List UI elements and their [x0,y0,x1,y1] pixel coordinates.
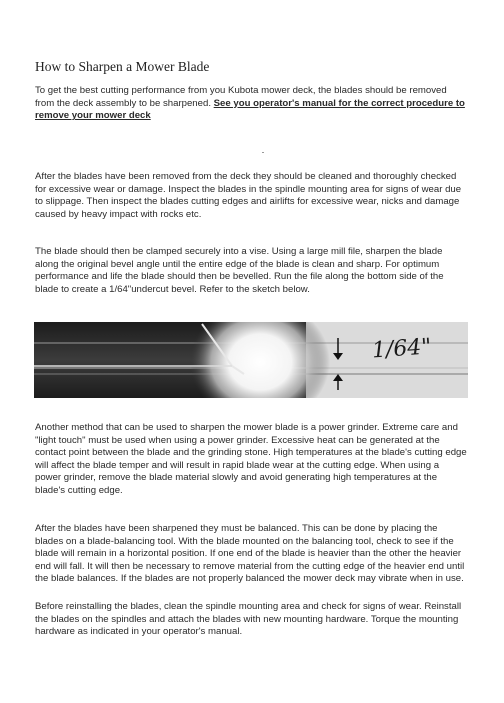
paragraph-power-grinder: Another method that can be used to sharpen the mower blade is a power grinder. Extreme care and "light touch" must be used when using a power grinder. Excessive heat can be generated at the contact point between the blade and the grinding stone. High temperatures at the blade's cutting edge will affect the blade temper and will result in rapid blade wear at the cutting edge. When using a power grinder, remove the blade material slowly and avoid generating high temperatures at the blade's cutting edge. [35,422,467,496]
blade-bevel-sketch-photo [34,322,468,398]
paragraph-inspect: After the blades have been removed from the deck they should be cleaned and thoroughly checked for excessive wear or damage. Inspect the blades in the spindle mounting area for signs of wear due to slippage. Then inspect the blades cutting edges and airlifts for excessive wear, nicks and damage caused by heavy impact with rocks etc. [35,171,462,220]
paragraph-reinstall: Before reinstalling the blades, clean the spindle mounting area and check for signs of wear. Reinstall the blades on the spindles and attach the blades with new mounting hardware. Torque the mounting hardware as indicated in your operator's manual. [35,601,462,638]
paragraph-file-sharpen: The blade should then be clamped securely into a vise. Using a large mill file, sharpen the blade along the original bevel angle until the entire edge of the blade is clean and sharp. For optimum performance and life the blade should then be bevelled. Run the file along the bottom side of the blade to create a 1/64"undercut bevel. Refer to the sketch below. [35,246,444,295]
bevel-annotation: 1/64" [371,334,433,364]
manual-reference: See you operator's manual for the correct procedure to remove your mower deck [35,97,465,122]
page-title: How to Sharpen a Mower Blade [35,59,210,74]
intro-text: To get the best cutting performance from you Kubota mower deck, the blades should be removed from the deck assembly to be sharpened. [35,85,447,109]
paragraph-intro [35,85,467,123]
paragraph-balancing: After the blades have been sharpened they must be balanced. This can be done by placing the blades on a blade-balancing tool. With the blade mounted on the balancing tool, check to see if the blade will remain in a horizontal position. If one end of the blade is heavier than the other the heavier end will fall. It will then be necessary to remove material from the cutting edge of the heavier end until the blade balances. If the blades are not properly balanced the mower deck may vibrate when in use. [35,523,465,585]
stray-mark [262,152,264,153]
